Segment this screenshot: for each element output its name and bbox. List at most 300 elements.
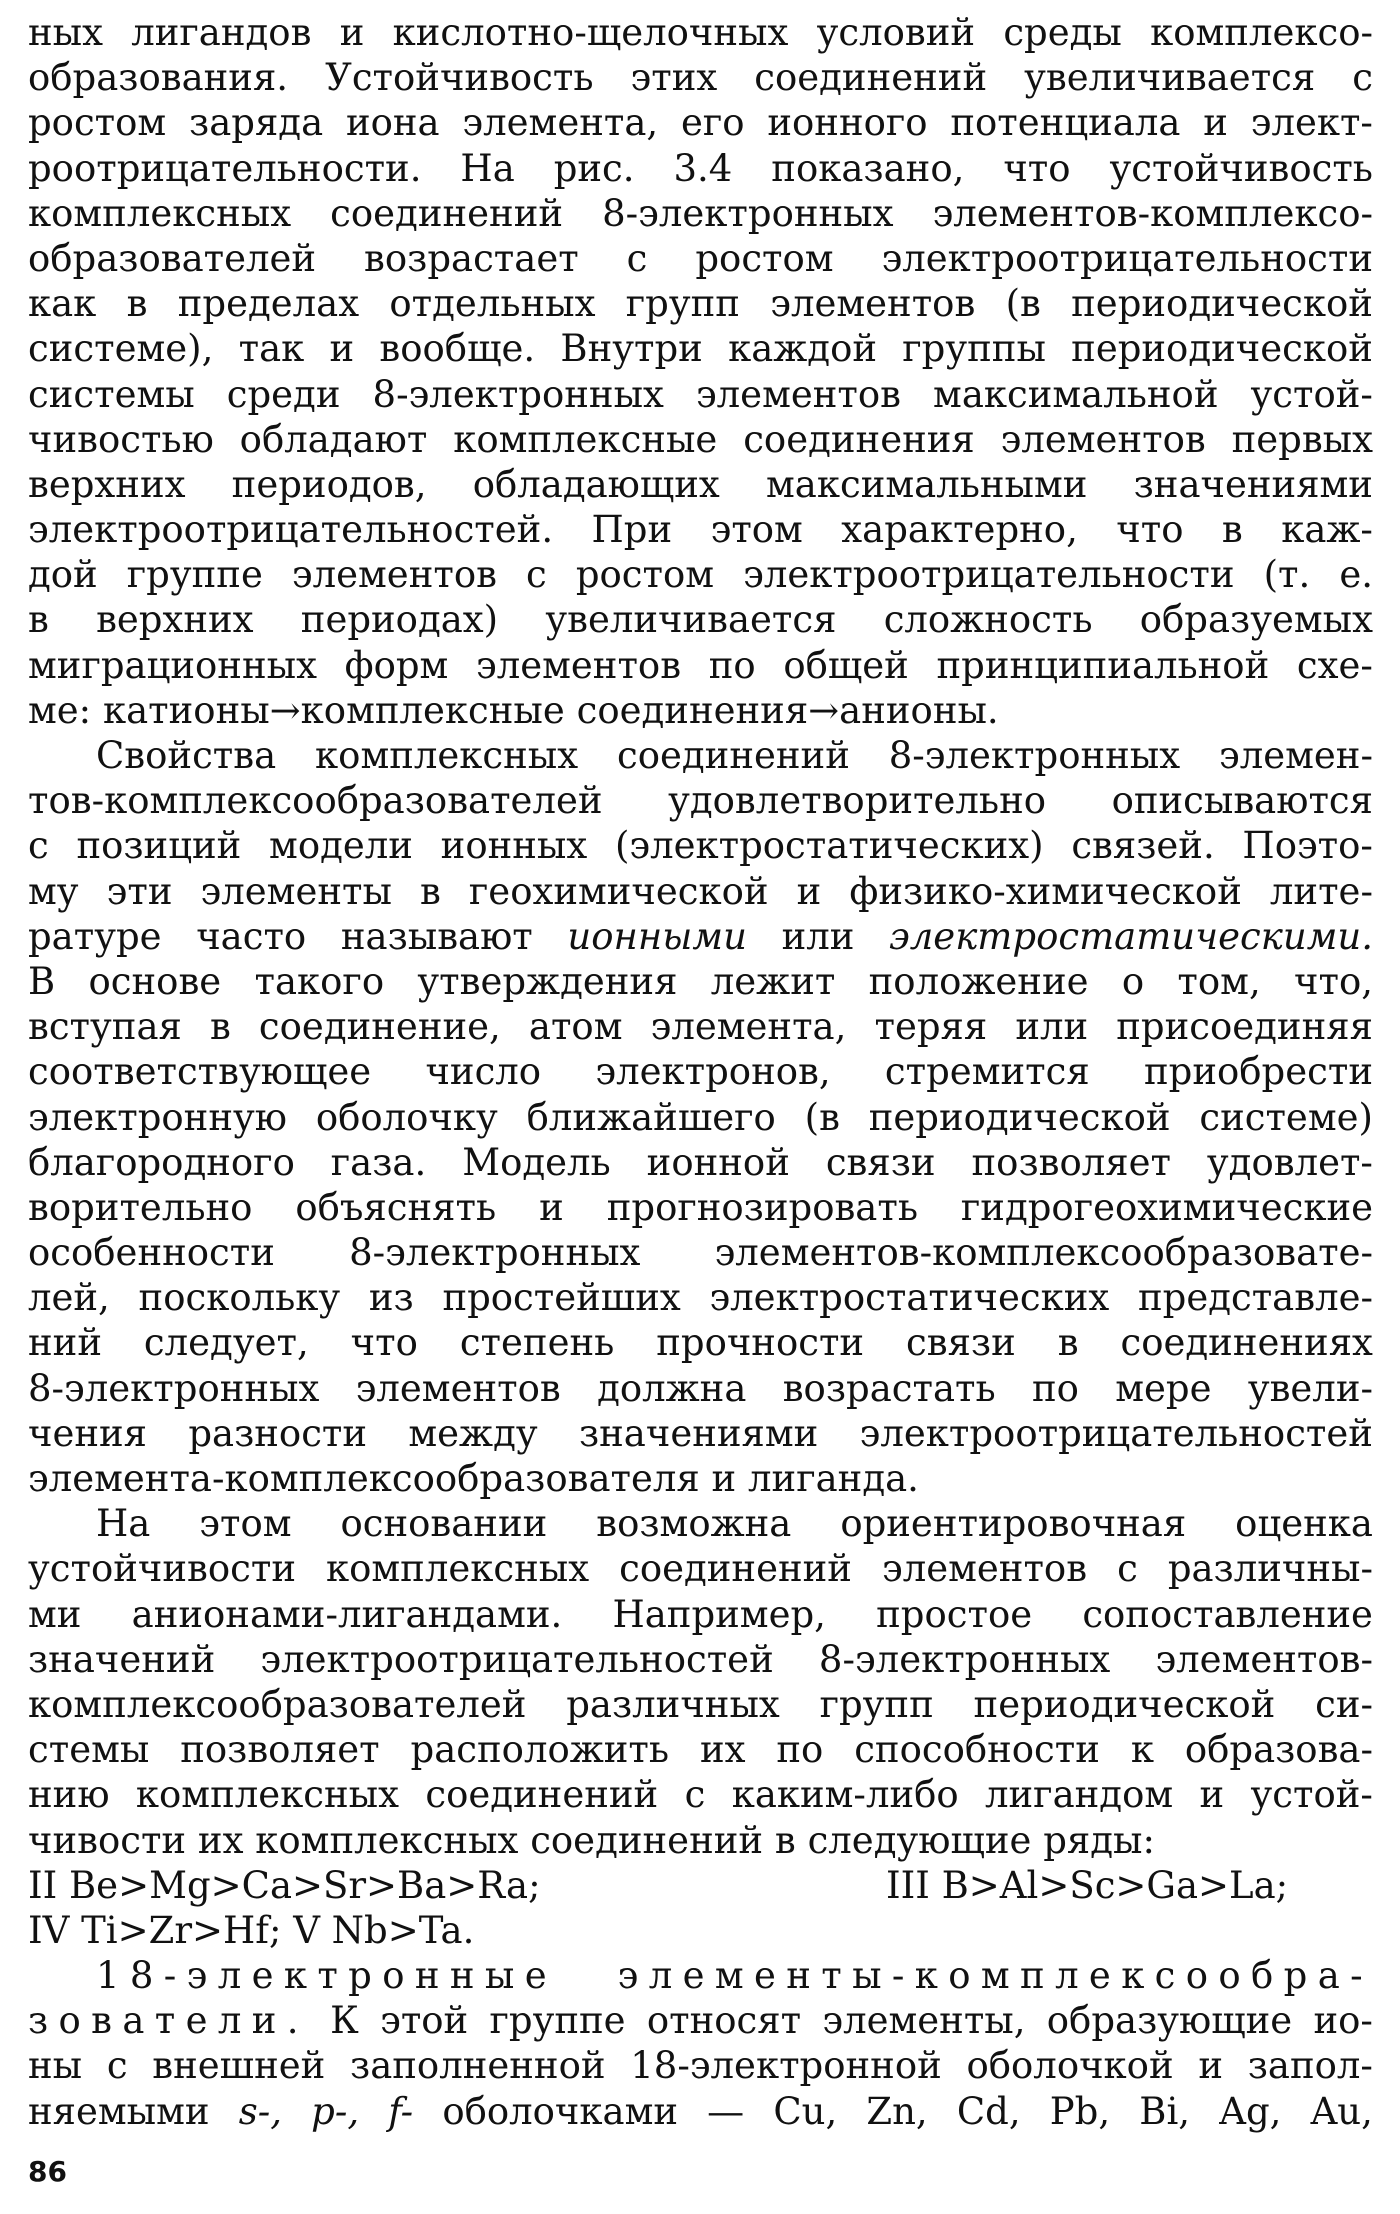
word: утверждения — [417, 959, 678, 1003]
word: периодической — [973, 1682, 1276, 1726]
word: Cu, — [773, 2089, 838, 2133]
word: теряя — [874, 1005, 988, 1049]
word: его — [680, 101, 745, 145]
word: элементы-комплексообра- — [617, 1954, 1373, 1998]
word: ворительно — [28, 1185, 253, 1229]
word: соединений — [330, 191, 564, 235]
word: гидрогеохимические — [960, 1185, 1373, 1229]
text-line — [28, 1140, 1373, 1185]
text-line — [28, 507, 1373, 552]
word: мере — [1115, 1366, 1212, 1410]
word: групп — [625, 282, 740, 326]
page-number: 86 — [28, 2155, 67, 2188]
word: запол- — [1247, 2044, 1373, 2088]
word: возможна — [596, 1502, 792, 1546]
element-series-line-1 — [28, 1863, 1373, 1908]
series-groups-4-5: IV Ti>Zr>Hf; V Nb>Ta. — [28, 1908, 475, 1952]
word: различных — [566, 1682, 780, 1726]
word: иона — [345, 101, 440, 145]
word: ряды: — [1043, 1818, 1155, 1862]
word: элементов — [291, 553, 497, 597]
text-line — [28, 2089, 1373, 2134]
word: зователи. — [28, 1999, 309, 2043]
word: характерно, — [841, 508, 1078, 552]
word: Au, — [1310, 2089, 1373, 2133]
word: общей — [783, 643, 909, 687]
word: этих — [630, 56, 718, 100]
word: как — [28, 282, 97, 326]
word: способности — [854, 1728, 1100, 1772]
word: чивости — [28, 1818, 187, 1862]
word: что — [1116, 508, 1184, 552]
word: значениями — [1133, 462, 1373, 506]
word: в — [420, 869, 441, 913]
word: элемента-комплексообразователя — [28, 1457, 700, 1500]
word: элемента, — [462, 101, 659, 145]
word: особенности — [28, 1231, 275, 1275]
word: и — [329, 327, 355, 371]
word: удовлет- — [1206, 1140, 1373, 1184]
word: и — [339, 11, 365, 54]
word: электронов, — [595, 1050, 831, 1094]
word: Zn, — [866, 2089, 928, 2133]
word: электроотрицательности — [743, 553, 1235, 597]
word: соединений — [425, 1773, 659, 1817]
word: 18-электронной — [630, 2044, 942, 2088]
word: первых — [1231, 417, 1373, 461]
text-line — [28, 1682, 1373, 1727]
text-line — [28, 372, 1373, 417]
text-line — [28, 1275, 1373, 1320]
word: лигандом — [985, 1773, 1174, 1817]
word: эти — [106, 869, 173, 913]
word: показано, — [771, 146, 965, 190]
word: увеличивается — [545, 598, 837, 642]
word: комплексных — [135, 1773, 399, 1817]
word: электростатическими. — [889, 914, 1373, 958]
text-line — [28, 10, 1373, 55]
word: соответствующее — [28, 1050, 372, 1094]
word: что — [350, 1321, 418, 1365]
word: системе), — [28, 327, 214, 371]
word: заполненной — [350, 2044, 606, 2088]
text-line — [28, 1998, 1373, 2043]
word: ме: — [28, 688, 92, 732]
text-line — [28, 869, 1373, 914]
word: периодической — [1071, 327, 1373, 371]
word: связи — [906, 1321, 1016, 1365]
text-line — [28, 236, 1373, 281]
word: соединения — [743, 417, 975, 461]
word: прогнозировать — [606, 1185, 918, 1229]
word: так — [238, 327, 305, 371]
word: объяснять — [295, 1185, 497, 1229]
word: условий — [816, 11, 976, 54]
word: и — [1203, 101, 1228, 145]
word: называют — [340, 914, 533, 958]
word: оболочку — [315, 1095, 498, 1139]
word: Bi, — [1139, 2089, 1191, 2133]
word: Pb, — [1049, 2089, 1111, 2133]
word: ростом — [28, 101, 167, 145]
word: тов-комплексообразователей — [28, 779, 603, 823]
word: — — [707, 2089, 745, 2133]
word: ных — [28, 11, 103, 54]
word: соединениях — [1120, 1321, 1373, 1365]
word: ростом — [695, 236, 834, 280]
word: Устойчивость — [325, 56, 594, 100]
word: присоединяя — [1116, 1005, 1373, 1049]
word: с — [106, 2044, 128, 2088]
word: среды — [1003, 11, 1122, 54]
word: ратуре — [28, 914, 162, 958]
word: газа. — [330, 1140, 427, 1184]
word: и — [1199, 1773, 1225, 1817]
series-group-3: III B>Al>Sc>Ga>La; — [886, 1863, 1289, 1907]
word: 8-электронных — [28, 1366, 320, 1410]
text-line — [28, 1185, 1373, 1230]
word: чения — [28, 1411, 148, 1455]
paragraph-2 — [28, 733, 1373, 1501]
word: приобрести — [1143, 1050, 1373, 1094]
word: этом — [710, 508, 803, 552]
word: (электростатических) — [614, 824, 1044, 868]
word: ионных — [440, 824, 588, 868]
word: лежит — [710, 959, 836, 1003]
word: лигандов — [131, 11, 312, 54]
word: На — [460, 146, 515, 190]
word: ны — [28, 2044, 83, 2088]
word: позволяет — [971, 1140, 1171, 1184]
paragraph-1 — [28, 10, 1373, 733]
word: что — [1003, 146, 1071, 190]
element-series-line-2 — [28, 1908, 1373, 1953]
section-18-electron — [28, 1953, 1373, 2134]
series-group-2: II Be>Mg>Ca>Sr>Ba>Ra; — [28, 1863, 541, 1907]
word: часто — [196, 914, 307, 958]
word: p-, — [311, 2089, 360, 2133]
text-line — [28, 1501, 1373, 1546]
word: Cd, — [956, 2089, 1021, 2133]
word: периодов, — [231, 462, 427, 506]
word: устойчивость — [1109, 146, 1373, 190]
word: атом — [528, 1005, 623, 1049]
text-line — [28, 1320, 1373, 1365]
word: по — [1031, 1366, 1079, 1410]
word: их — [699, 1728, 746, 1772]
text-line — [28, 462, 1373, 507]
word: комплексные — [453, 417, 718, 461]
word: в — [126, 282, 148, 326]
word: электростатических — [709, 1276, 1110, 1320]
word: (т. — [1263, 553, 1311, 597]
word: В — [28, 959, 56, 1003]
word: по — [708, 643, 756, 687]
text-line — [28, 1411, 1373, 1456]
word: элементов-комплексообразовате- — [714, 1231, 1373, 1275]
word: каким-либо — [731, 1773, 959, 1817]
word: 8-электронных — [888, 734, 1181, 777]
word: комплексных — [326, 1547, 590, 1591]
word: образующие — [1046, 1999, 1293, 2043]
word: соединений — [530, 1818, 764, 1862]
text-line — [28, 1095, 1373, 1140]
word: периодической — [1071, 282, 1373, 326]
word: образова- — [1184, 1728, 1373, 1772]
text-line — [28, 2043, 1373, 2088]
word: вступая — [28, 1005, 182, 1049]
word: электроотрицательностей — [859, 1411, 1373, 1455]
word: стемы — [28, 1728, 150, 1772]
word: связи — [825, 1140, 936, 1184]
word: элементов — [770, 282, 976, 326]
word: f- — [388, 2089, 414, 2133]
text-line — [28, 733, 1373, 778]
word: Например, — [612, 1592, 826, 1636]
word: относят — [646, 1999, 802, 2043]
word: в — [28, 598, 49, 642]
word: вообще. — [379, 327, 536, 371]
word: дой — [28, 553, 98, 597]
word: прочности — [656, 1321, 865, 1365]
text-line — [28, 1818, 1373, 1863]
word: увели- — [1247, 1366, 1373, 1410]
word: элемента, — [650, 1005, 847, 1049]
word: основании — [340, 1502, 548, 1546]
word: с — [28, 824, 49, 868]
word: (в — [1005, 282, 1041, 326]
word: следует, — [143, 1321, 309, 1365]
word: внешней — [152, 2044, 326, 2088]
word: между — [408, 1411, 538, 1455]
word: следующие — [807, 1818, 1032, 1862]
word: образуемых — [1139, 598, 1373, 642]
word: электроотрицательности — [881, 236, 1373, 280]
word: лей, — [28, 1276, 110, 1320]
word: 8-электронных — [372, 372, 664, 416]
text-line — [28, 1953, 1373, 1998]
word: схе- — [1296, 643, 1373, 687]
word: верхних — [28, 462, 186, 506]
word: ионной — [646, 1140, 790, 1184]
word: элементы, — [822, 1999, 1026, 2043]
text-line — [28, 100, 1373, 145]
word: комплексных — [255, 1818, 519, 1862]
word: си- — [1315, 1682, 1373, 1726]
word: этой — [380, 1999, 469, 2043]
word: соединения→анионы. — [576, 688, 999, 732]
text-line — [28, 55, 1373, 100]
text-line — [28, 643, 1373, 688]
word: удовлетворительно — [668, 779, 1047, 823]
text-line — [28, 417, 1373, 462]
word: каж- — [1281, 508, 1373, 552]
word: и — [796, 869, 822, 913]
word: ионного — [767, 101, 928, 145]
word: ориентировочная — [840, 1502, 1187, 1546]
word: элементов — [882, 1547, 1088, 1591]
word: ио- — [1313, 1999, 1373, 2043]
text-line — [28, 688, 1373, 733]
word: Свойства — [96, 734, 277, 777]
word: возрастать — [782, 1366, 996, 1410]
word: На — [96, 1502, 151, 1546]
text-line — [28, 778, 1373, 823]
word: кислотно-щелочных — [392, 11, 789, 54]
word: элементы — [200, 869, 392, 913]
word: положение — [868, 959, 1089, 1003]
word: сопоставление — [1082, 1592, 1373, 1636]
word: модели — [269, 824, 413, 868]
word: оболочками — [442, 2089, 679, 2133]
text-line — [28, 146, 1373, 191]
word: этом — [199, 1502, 292, 1546]
word: ионными — [567, 914, 747, 958]
word: комплексных — [28, 191, 292, 235]
word: комплексообразователей — [28, 1682, 527, 1726]
text-line — [28, 1366, 1373, 1411]
word: в — [209, 1005, 231, 1049]
word: элементов — [355, 1366, 561, 1410]
word: поскольку — [138, 1276, 341, 1320]
word: элементов — [695, 372, 901, 416]
word: периодах) — [300, 598, 499, 642]
word: групп — [819, 1682, 934, 1726]
word: с — [684, 1773, 706, 1817]
word: Внутри — [560, 327, 703, 371]
word: максимальной — [933, 372, 1219, 416]
word: группе — [489, 1999, 626, 2043]
word: обладают — [239, 417, 428, 461]
word: электроотрицательностей. — [28, 508, 554, 552]
word: в — [1057, 1321, 1079, 1365]
word: различны- — [1167, 1547, 1373, 1591]
word: связей. — [1071, 824, 1215, 868]
text-line — [28, 914, 1373, 959]
word: 8-электронных — [602, 191, 894, 235]
word: образователей — [28, 236, 317, 280]
word: группы — [902, 327, 1046, 371]
word: соединений — [619, 1547, 852, 1591]
word: сложность — [883, 598, 1093, 642]
word: нию — [28, 1773, 110, 1817]
word: представле- — [1137, 1276, 1373, 1320]
text-line — [28, 281, 1373, 326]
word: соединений — [617, 734, 850, 777]
word: разности — [188, 1411, 368, 1455]
word: увеличивается — [1024, 56, 1316, 100]
text-line — [28, 1727, 1373, 1772]
word: (в — [804, 1095, 840, 1139]
word: Модель — [462, 1140, 611, 1184]
word: электронную — [28, 1095, 287, 1139]
text-line — [28, 1592, 1373, 1637]
word: в — [774, 1818, 796, 1862]
word: элект- — [1250, 101, 1373, 145]
word: степень — [459, 1321, 615, 1365]
word: простое — [876, 1592, 1033, 1636]
word: периодической — [868, 1095, 1171, 1139]
word: расположить — [410, 1728, 670, 1772]
word: том, — [1177, 959, 1261, 1003]
word: их — [197, 1818, 244, 1862]
word: основе — [88, 959, 222, 1003]
word: ростом — [575, 553, 715, 597]
word: геохимической — [468, 869, 769, 913]
word: стремится — [884, 1050, 1090, 1094]
word: число — [425, 1050, 542, 1094]
word: му — [28, 869, 79, 913]
word: или — [781, 914, 855, 958]
word: анионами-лигандами. — [131, 1592, 563, 1636]
text-line — [28, 1049, 1373, 1094]
word: образования. — [28, 56, 289, 100]
word: заряда — [189, 101, 324, 145]
word: Поэто- — [1242, 824, 1373, 868]
word: с — [1352, 56, 1373, 100]
word: ний — [28, 1321, 102, 1365]
word: миграционных — [28, 643, 317, 687]
word: комплексо- — [1150, 11, 1373, 54]
word: чивостью — [28, 417, 214, 461]
word: соединение, — [258, 1005, 501, 1049]
word: системы — [28, 372, 195, 416]
text-line — [28, 959, 1373, 1004]
word: с — [526, 553, 547, 597]
word: 8-электронных — [349, 1231, 641, 1275]
paragraph-3 — [28, 1501, 1373, 1863]
text-line — [28, 1230, 1373, 1275]
word: физико-химической — [849, 869, 1242, 913]
word: элемен- — [1219, 734, 1373, 777]
word: позиций — [76, 824, 242, 868]
word: элементов — [1000, 417, 1206, 461]
word: роотрицательности. — [28, 146, 422, 190]
word: При — [591, 508, 673, 552]
word: и — [1198, 2044, 1224, 2088]
word: значений — [28, 1637, 216, 1681]
word: верхних — [96, 598, 254, 642]
word: устой- — [1250, 1773, 1373, 1817]
text-line — [28, 191, 1373, 236]
text-line — [28, 597, 1373, 642]
word: к — [1130, 1728, 1154, 1772]
word: 18-электронные — [96, 1954, 557, 1998]
word: отдельных — [389, 282, 596, 326]
word: с — [1117, 1547, 1138, 1591]
word: системе) — [1199, 1095, 1373, 1139]
word: возрастает — [364, 236, 579, 280]
word: позволяет — [180, 1728, 380, 1772]
word: группе — [126, 553, 263, 597]
word: элементов- — [1155, 1637, 1373, 1681]
word: каждой — [728, 327, 878, 371]
text-line — [28, 1546, 1373, 1591]
word: с — [626, 236, 648, 280]
word: простейших — [442, 1276, 681, 1320]
word: пределах — [177, 282, 360, 326]
word: по — [776, 1728, 824, 1772]
word: и — [539, 1185, 564, 1229]
word: должна — [597, 1366, 747, 1410]
word: элементов-комплексо- — [932, 191, 1373, 235]
word: принципиальной — [936, 643, 1270, 687]
word: е. — [1339, 553, 1373, 597]
word: о — [1121, 959, 1145, 1003]
word: электроотрицательностей — [260, 1637, 774, 1681]
text-line — [28, 823, 1373, 868]
word: ближайшего — [526, 1095, 776, 1139]
